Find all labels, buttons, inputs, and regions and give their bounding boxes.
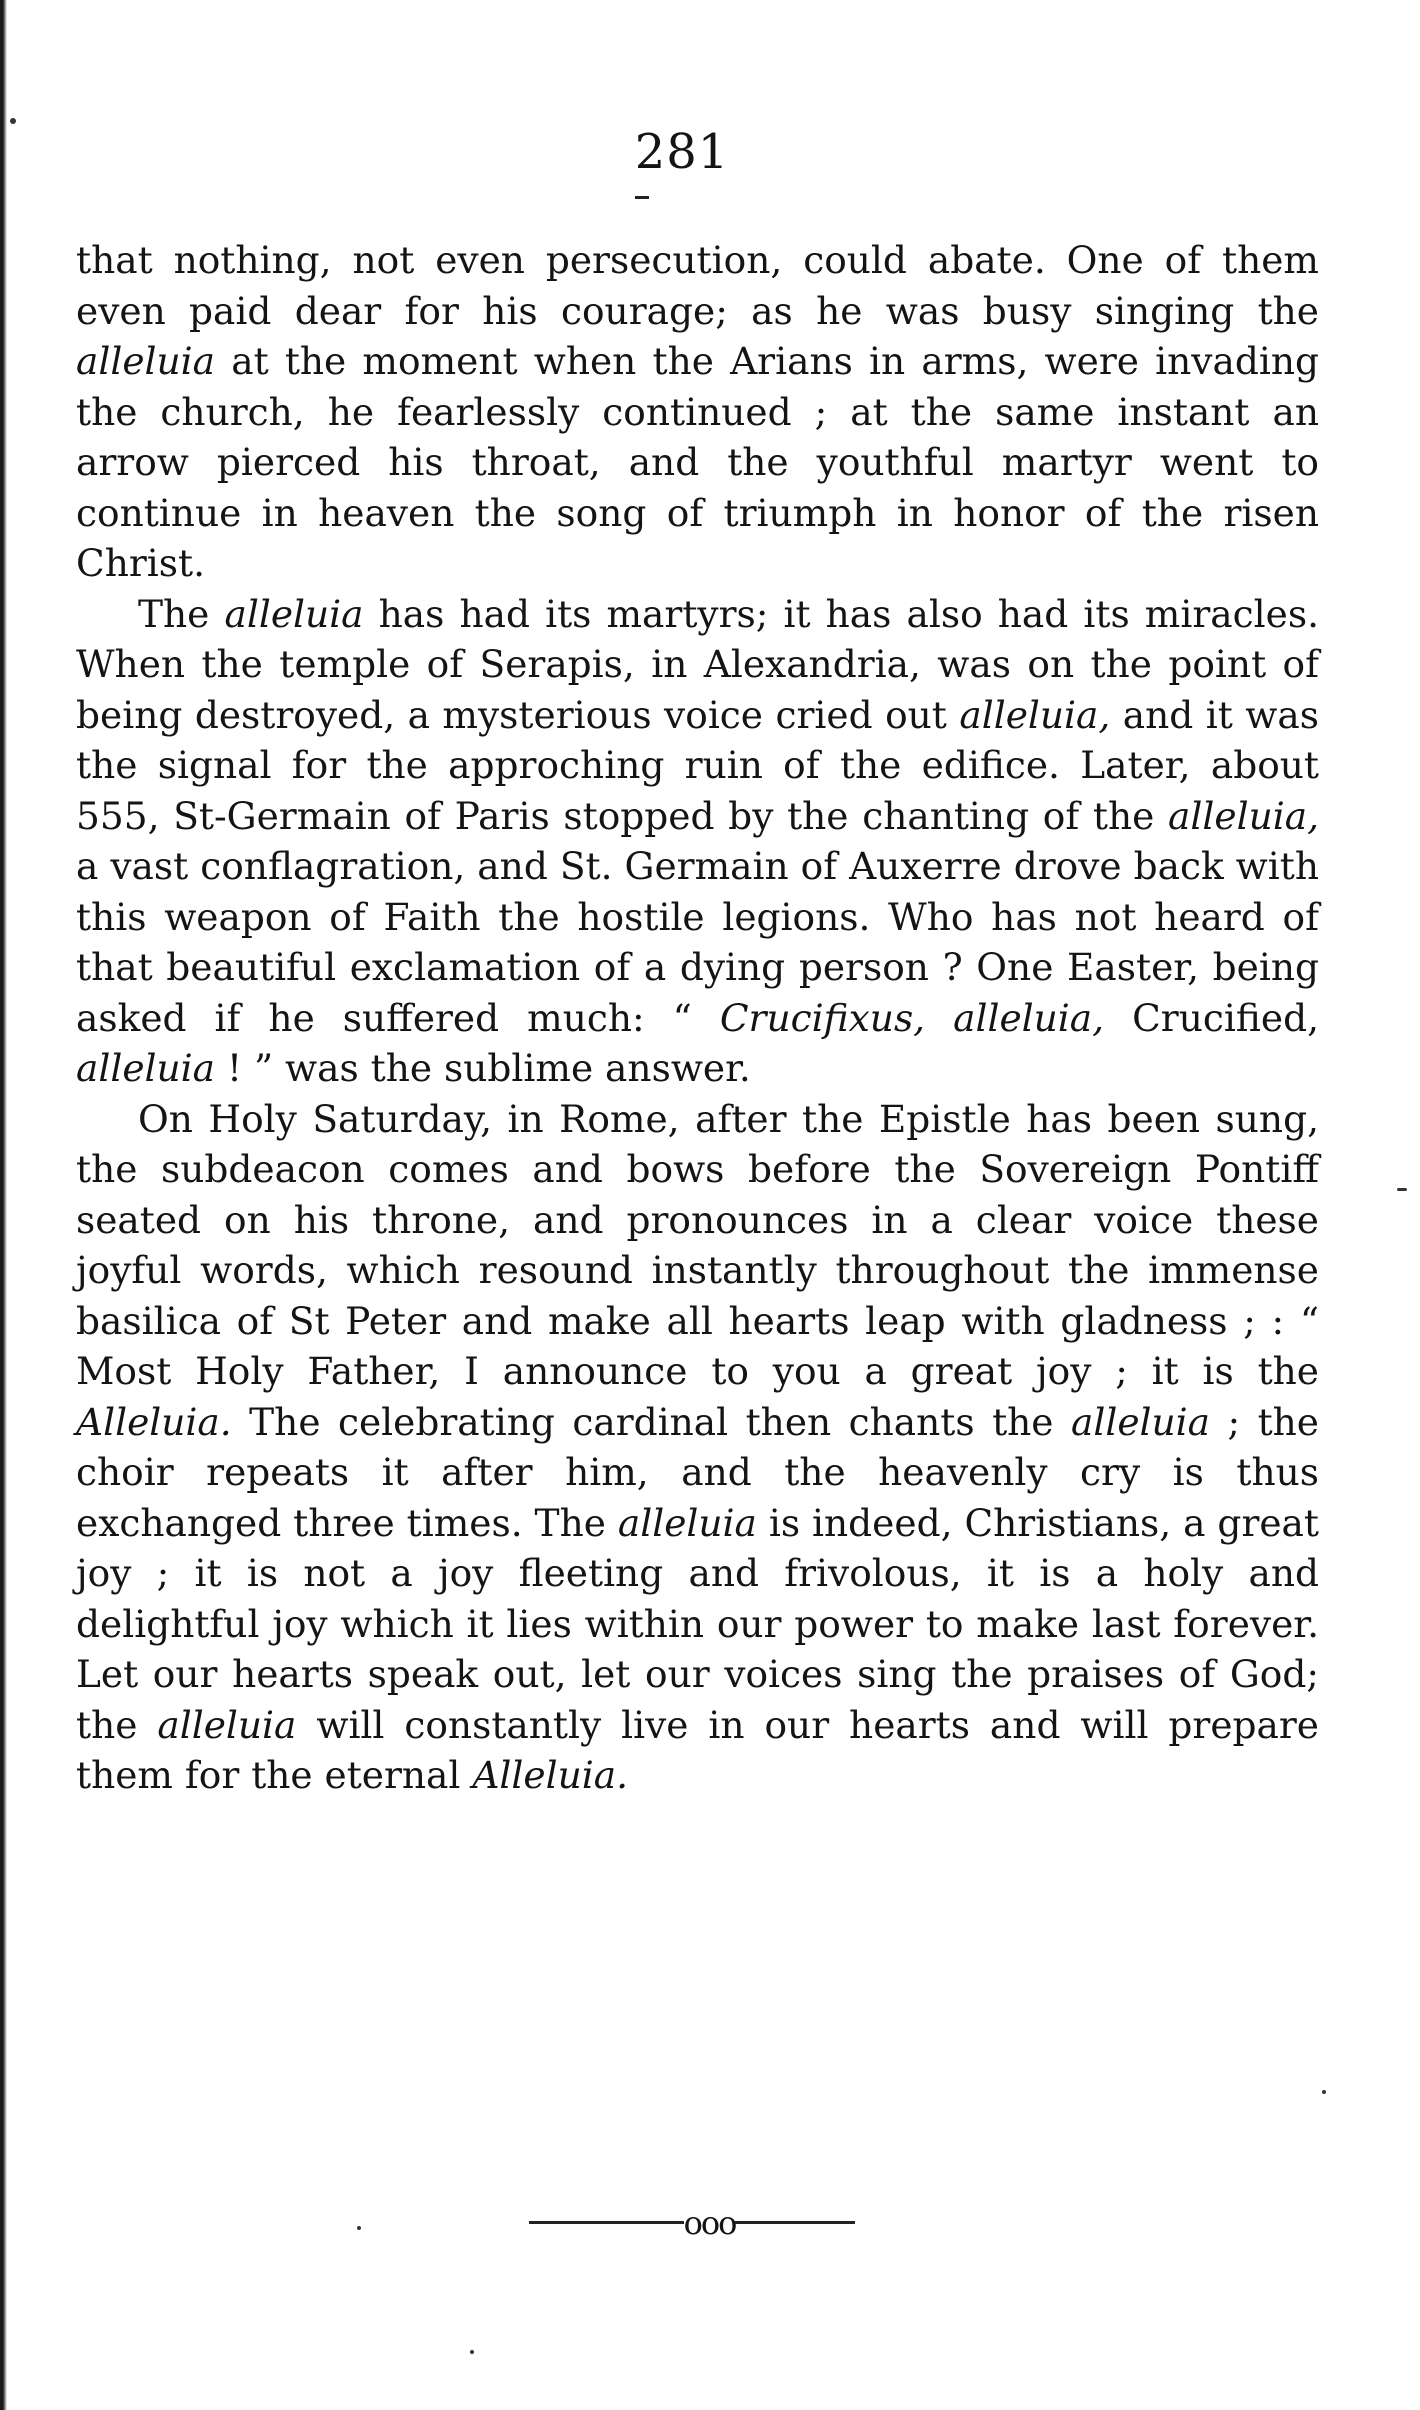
italic-text: alleluia bbox=[224, 591, 364, 636]
italic-text: alleluia bbox=[76, 339, 216, 383]
paragraph bbox=[76, 589, 1319, 1094]
text-run: Crucified, bbox=[1104, 995, 1319, 1040]
section-end-ornament bbox=[492, 2200, 892, 2240]
italic-text: alleluia, bbox=[959, 692, 1111, 737]
body-text bbox=[76, 235, 1319, 1801]
ornament-rule-left bbox=[529, 2221, 684, 2224]
italic-text: alleluia bbox=[76, 1046, 216, 1090]
paragraph bbox=[76, 1094, 1319, 1801]
italic-text: Alleluia. bbox=[76, 1399, 232, 1444]
text-run: will constantly live in our hearts and will prepare them for the eternal bbox=[76, 1702, 1319, 1797]
italic-text: alleluia bbox=[1070, 1399, 1211, 1444]
paragraph bbox=[76, 235, 1319, 589]
page-speck bbox=[1322, 2090, 1326, 2094]
text-run: On Holy Saturday, in Rome, after the Epistle has been sung, the subdeacon comes and bows before the Sovereign Pontiff seated on his throne, and pronounces in a clear voice these joyful words, which resound instantly throughout the immense basilica of St Peter and make all hearts leap with gladness ; : “ Most Holy Father, I announce to you a great joy ; it is the bbox=[76, 1096, 1319, 1393]
page-binding-edge bbox=[0, 0, 7, 2410]
page-speck bbox=[357, 2226, 361, 2230]
text-run: ; the choir repeats it after him, and the heavenly cry is thus exchanged three times. The bbox=[76, 1399, 1320, 1545]
text-run: is indeed, Christians, a great joy ; it is not a joy fleeting and frivolous, it is a holy and delightful joy which it lies within our power to make last forever. Let our hearts speak out, let our voices sing the praises of God; the bbox=[76, 1500, 1319, 1747]
italic-text: Alleluia. bbox=[472, 1753, 629, 1797]
italic-text: alleluia bbox=[617, 1500, 757, 1545]
text-run: a vast conflagration, and St. Germain of Auxerre drove back with this weapon of Faith the hostile legions. Who has not heard of that beautiful exclamation of a dying person ? One Easter, being asked if he suffered much: “ bbox=[76, 844, 1319, 1040]
page-speck bbox=[1397, 1188, 1407, 1191]
page-number: 281 bbox=[634, 124, 730, 180]
italic-text: Crucifixus, alleluia, bbox=[719, 995, 1105, 1040]
text-run: The bbox=[138, 591, 225, 636]
text-run: that nothing, not even persecution, could abate. One of them even paid dear for his courage; as he was busy singing the bbox=[76, 238, 1319, 333]
italic-text: alleluia bbox=[157, 1702, 297, 1747]
page-number-tick bbox=[635, 196, 649, 199]
page-speck bbox=[470, 2350, 474, 2354]
ornament-rule-right bbox=[735, 2221, 855, 2224]
ornament-circles: ooo bbox=[683, 2203, 736, 2242]
italic-text: alleluia, bbox=[1168, 793, 1319, 838]
text-run: The celebrating cardinal then chants the bbox=[231, 1399, 1071, 1444]
text-run: at the moment when the Arians in arms, were invading the church, he fearlessly continued ; at the same instant an arrow pierced his throat, and the youthful martyr went to continue in heaven the song of triumph in honor of the risen Christ. bbox=[76, 339, 1319, 585]
text-run: ! ” was the sublime answer. bbox=[215, 1046, 751, 1090]
text-run: has had its martyrs; it has also had its miracles. When the temple of Serapis, in Alexandria, was on the point of being destroyed, a mysterious voice cried out bbox=[76, 591, 1319, 737]
text-run: and it was the signal for the approching ruin of the edifice. Later, about 555, St-Germain of Paris stopped by the chanting of the bbox=[76, 692, 1319, 838]
